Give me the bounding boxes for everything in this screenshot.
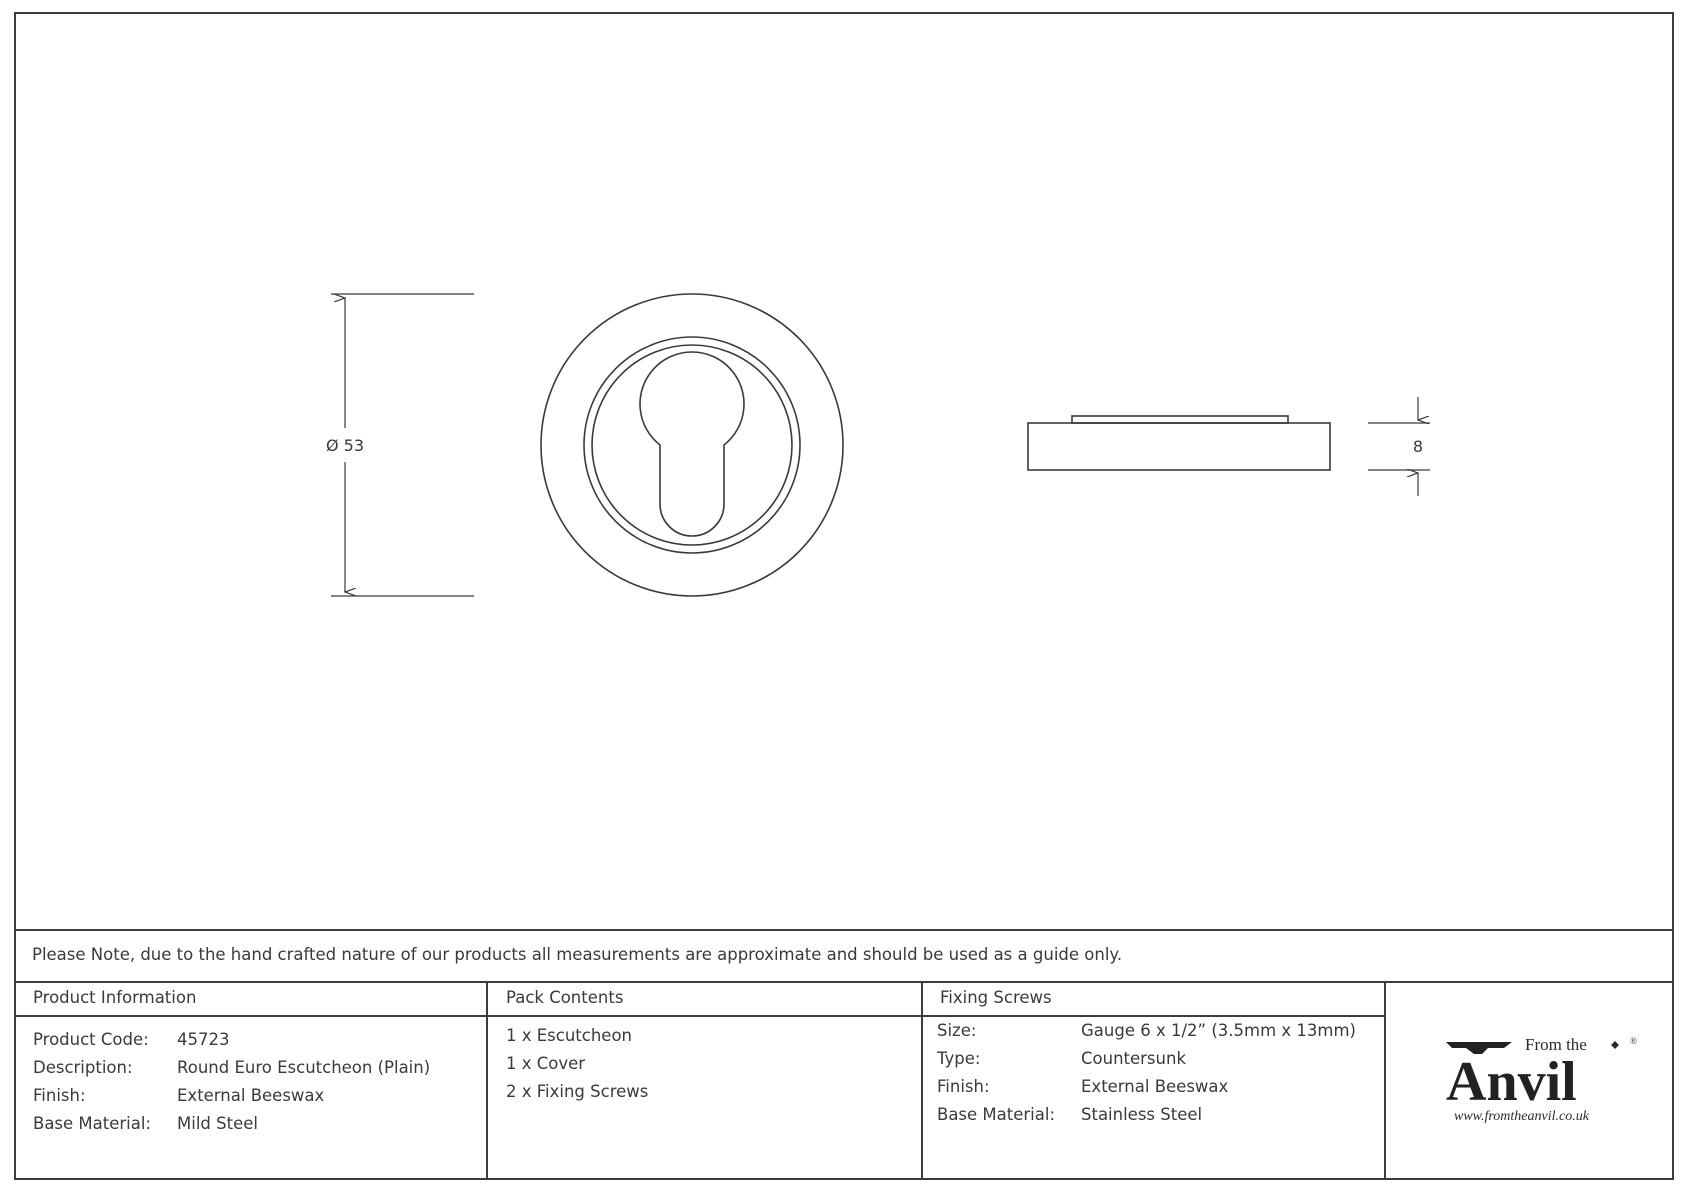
screw-size-label: Size: bbox=[937, 1021, 977, 1040]
outer-rim bbox=[541, 294, 843, 596]
euro-keyhole bbox=[640, 352, 744, 536]
logo-registered-mark: ® bbox=[1630, 1036, 1637, 1046]
front-view bbox=[541, 294, 843, 596]
product-information-title: Product Information bbox=[33, 988, 197, 1007]
column-divider-3 bbox=[1384, 981, 1386, 1180]
finish-label: Finish: bbox=[33, 1086, 86, 1105]
note-divider bbox=[14, 981, 1674, 983]
logo-url: www.fromtheanvil.co.uk bbox=[1454, 1109, 1589, 1124]
fixing-screws-title: Fixing Screws bbox=[940, 988, 1052, 1007]
logo-brand: Anvil bbox=[1446, 1051, 1577, 1113]
title-block bbox=[14, 929, 1674, 1180]
screw-type-label: Type: bbox=[937, 1049, 981, 1068]
screw-material-value: Stainless Steel bbox=[1081, 1105, 1203, 1124]
finish-value: External Beeswax bbox=[177, 1086, 325, 1105]
pack-item: 2 x Fixing Screws bbox=[506, 1082, 649, 1101]
footer-top-border bbox=[14, 929, 1674, 931]
column-divider-2 bbox=[921, 981, 923, 1180]
side-body bbox=[1028, 423, 1330, 470]
screw-material-label: Base Material: bbox=[937, 1105, 1056, 1124]
pack-item: 1 x Escutcheon bbox=[506, 1026, 633, 1045]
screw-finish-label: Finish: bbox=[937, 1077, 990, 1096]
pack-contents-title: Pack Contents bbox=[506, 988, 624, 1007]
side-view bbox=[1028, 416, 1330, 470]
logo-diamond-icon bbox=[1611, 1041, 1619, 1049]
diameter-label: Ø 53 bbox=[325, 436, 365, 455]
product-code-value: 45723 bbox=[177, 1030, 230, 1049]
screw-size-value: Gauge 6 x 1/2” (3.5mm x 13mm) bbox=[1081, 1021, 1356, 1040]
from-the-anvil-logo bbox=[1446, 1032, 1646, 1124]
pack-item: 1 x Cover bbox=[506, 1054, 586, 1073]
screw-finish-value: External Beeswax bbox=[1081, 1077, 1229, 1096]
inner-recess-inner bbox=[592, 345, 792, 545]
side-cover-lip bbox=[1072, 416, 1288, 423]
base-material-label: Base Material: bbox=[33, 1114, 152, 1133]
base-material-value: Mild Steel bbox=[177, 1114, 258, 1133]
description-value: Round Euro Escutcheon (Plain) bbox=[177, 1058, 431, 1077]
inner-recess-outer bbox=[584, 337, 800, 553]
logo-from-the: From the bbox=[1525, 1035, 1587, 1054]
screw-type-value: Countersunk bbox=[1081, 1049, 1187, 1068]
product-code-label: Product Code: bbox=[33, 1030, 149, 1049]
thickness-label: 8 bbox=[1412, 437, 1424, 456]
column-divider-1 bbox=[486, 981, 488, 1180]
description-label: Description: bbox=[33, 1058, 133, 1077]
header-divider bbox=[14, 1015, 1385, 1017]
measurement-note: Please Note, due to the hand crafted nature of our products all measurements are approximate and should be used as a guide only. bbox=[32, 945, 1123, 964]
